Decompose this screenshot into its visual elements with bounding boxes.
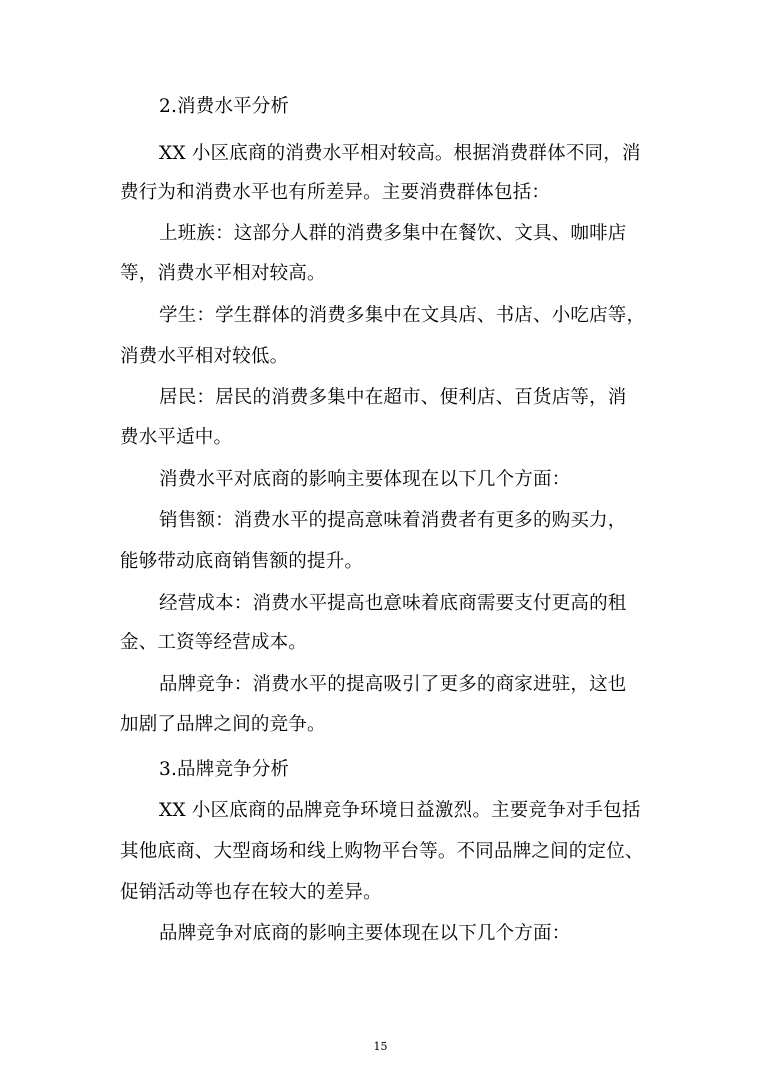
paragraph-line: XX 小区底商的消费水平相对较高。根据消费群体不同，消: [159, 143, 641, 164]
paragraph-line: 品牌竞争：消费水平的提高吸引了更多的商家进驻，这也: [159, 674, 627, 695]
paragraph-line: 费水平适中。: [120, 427, 233, 448]
section-heading-brand-competition: 3.品牌竞争分析: [159, 759, 290, 780]
paragraph-line: 加剧了品牌之间的竞争。: [120, 714, 326, 735]
page-number: 15: [373, 1040, 388, 1053]
paragraph-line: 其他底商、大型商场和线上购物平台等。不同品牌之间的定位、: [120, 841, 644, 862]
section-heading-consumption-level: 2.消费水平分析: [159, 96, 290, 117]
paragraph-line: 等，消费水平相对较高。: [120, 263, 326, 284]
paragraph-line: 销售额：消费水平的提高意味着消费者有更多的购买力，: [159, 510, 627, 531]
paragraph-line: 上班族：这部分人群的消费多集中在餐饮、文具、咖啡店: [159, 223, 627, 244]
paragraph-line: 消费水平对底商的影响主要体现在以下几个方面：: [159, 469, 571, 490]
paragraph-line: 消费水平相对较低。: [120, 346, 289, 367]
paragraph-line: XX 小区底商的品牌竞争环境日益激烈。主要竞争对手包括: [159, 800, 641, 821]
paragraph-line: 能够带动底商销售额的提升。: [120, 551, 364, 572]
paragraph-line: 居民：居民的消费多集中在超市、便利店、百货店等，消: [159, 387, 627, 408]
paragraph-line: 费行为和消费水平也有所差异。主要消费群体包括：: [120, 182, 551, 203]
paragraph-line: 品牌竞争对底商的影响主要体现在以下几个方面：: [159, 923, 571, 944]
paragraph-line: 经营成本：消费水平提高也意味着底商需要支付更高的租: [159, 593, 627, 614]
paragraph-line: 促销活动等也存在较大的差异。: [120, 882, 382, 903]
paragraph-line: 学生：学生群体的消费多集中在文具店、书店、小吃店等，: [159, 305, 646, 326]
paragraph-line: 金、工资等经营成本。: [120, 632, 308, 653]
